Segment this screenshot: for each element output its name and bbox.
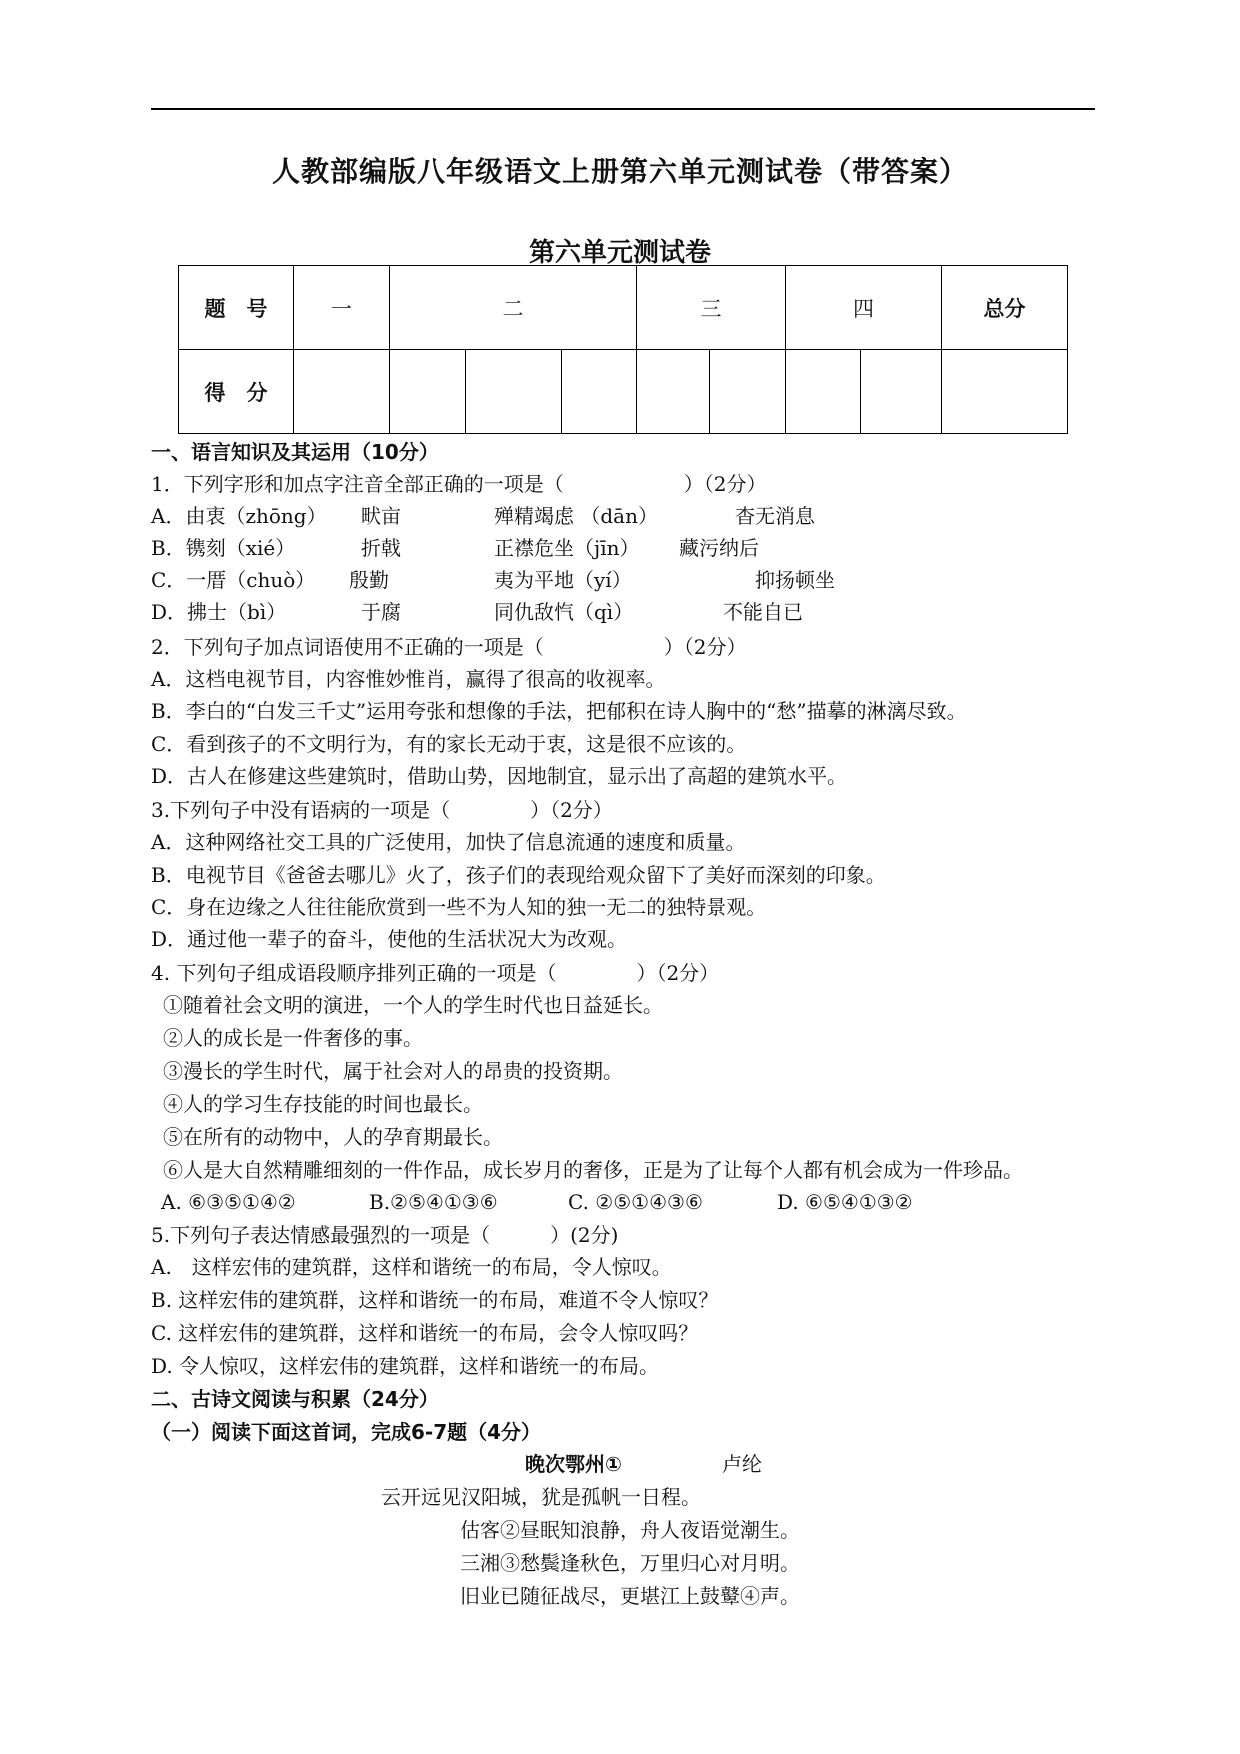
score-cell[interactable] bbox=[637, 350, 710, 434]
score-cell[interactable] bbox=[466, 350, 562, 434]
header-cell-total: 总分 bbox=[942, 266, 1068, 350]
poem-line: 估客②昼眠知浪静，舟人夜语觉潮生。 bbox=[460, 1518, 800, 1542]
q2-option-a: A．这档电视节目，内容惟妙惟肖，赢得了很高的收视率。 bbox=[151, 667, 666, 691]
q4-sentence: ⑥人是大自然精雕细刻的一件作品，成长岁月的奢侈，正是为了让每个人都有机会成为一件珍品。 bbox=[163, 1158, 1023, 1182]
score-cell-total[interactable] bbox=[942, 350, 1068, 434]
poem-line: 三湘③愁鬓逢秋色，万里归心对月明。 bbox=[460, 1551, 800, 1575]
header-cell-part2: 二 bbox=[390, 266, 637, 350]
score-cell[interactable] bbox=[390, 350, 466, 434]
q3-option-a: A．这种网络社交工具的广泛使用，加快了信息流通的速度和质量。 bbox=[151, 830, 746, 854]
header-cell-part1: 一 bbox=[294, 266, 390, 350]
document-title: 人教部编版八年级语文上册第六单元测试卷（带答案） bbox=[271, 155, 968, 188]
q1-stem: 1．下列字形和加点字注音全部正确的一项是（ ）（2分） bbox=[151, 472, 767, 496]
score-table bbox=[178, 265, 1068, 434]
q3-option-c: C．身在边缘之人往往能欣赏到一些不为人知的独一无二的独特景观。 bbox=[151, 895, 767, 919]
q4-sentence: ④人的学习生存技能的时间也最长。 bbox=[163, 1092, 483, 1116]
header-cell-part4: 四 bbox=[786, 266, 942, 350]
score-cell[interactable] bbox=[710, 350, 786, 434]
score-cell[interactable] bbox=[294, 350, 390, 434]
poem-author: 卢纶 bbox=[722, 1452, 762, 1476]
q3-stem: 3.下列句子中没有语病的一项是（ ）（2分） bbox=[151, 798, 613, 822]
q4-sentence: ③漫长的学生时代，属于社会对人的昂贵的投资期。 bbox=[163, 1059, 623, 1083]
score-cell[interactable] bbox=[861, 350, 942, 434]
score-cell[interactable] bbox=[786, 350, 861, 434]
q2-option-d: D．古人在修建这些建筑时，借助山势，因地制宜，显示出了高超的建筑水平。 bbox=[151, 764, 848, 788]
header-rule bbox=[151, 108, 1095, 110]
q4-sentence: ②人的成长是一件奢侈的事。 bbox=[163, 1026, 423, 1050]
poem-title: 晚次鄂州① bbox=[525, 1452, 622, 1476]
test-subtitle: 第六单元测试卷 bbox=[528, 238, 711, 268]
poem-line: 云开远见汉阳城，犹是孤帆一日程。 bbox=[381, 1485, 701, 1509]
header-cell-part3: 三 bbox=[637, 266, 786, 350]
q5-option-a: A. 这样宏伟的建筑群，这样和谐统一的布局，令人惊叹。 bbox=[151, 1255, 672, 1279]
section2-part1-heading: （一）阅读下面这首词，完成6-7题（4分） bbox=[151, 1420, 542, 1444]
q2-option-b: B．李白的“白发三千丈”运用夸张和想像的手法，把郁积在诗人胸中的“愁”描摹的淋漓尽致。 bbox=[151, 699, 967, 723]
q2-stem: 2．下列句子加点词语使用不正确的一项是（ ）（2分） bbox=[151, 635, 747, 659]
q3-option-d: D．通过他一辈子的奋斗，使他的生活状况大为改观。 bbox=[151, 927, 628, 951]
q5-option-d: D. 令人惊叹，这样宏伟的建筑群，这样和谐统一的布局。 bbox=[151, 1354, 660, 1378]
q4-stem: 4. 下列句子组成语段顺序排列正确的一项是（ ）（2分） bbox=[151, 961, 720, 985]
q5-option-b: B. 这样宏伟的建筑群，这样和谐统一的布局，难道不令人惊叹？ bbox=[151, 1288, 719, 1312]
poem-line: 旧业已随征战尽，更堪江上鼓鼙④声。 bbox=[460, 1584, 800, 1608]
score-row-label: 得 分 bbox=[179, 350, 294, 434]
q5-stem: 5.下列句子表达情感最强烈的一项是（ ）(2分) bbox=[151, 1223, 619, 1247]
score-cell[interactable] bbox=[562, 350, 637, 434]
section2-heading: 二、古诗文阅读与积累（24分） bbox=[151, 1387, 439, 1411]
q2-option-c: C．看到孩子的不文明行为，有的家长无动于衷，这是很不应该的。 bbox=[151, 732, 747, 756]
q3-option-b: B．电视节目《爸爸去哪儿》火了，孩子们的表现给观众留下了美好而深刻的印象。 bbox=[151, 863, 886, 887]
q4-sentence: ①随着社会文明的演进，一个人的学生时代也日益延长。 bbox=[163, 993, 663, 1017]
q4-sentence: ⑤在所有的动物中，人的孕育期最长。 bbox=[163, 1125, 503, 1149]
section1-heading: 一、语言知识及其运用（10分） bbox=[151, 440, 439, 464]
header-cell-number: 题 号 bbox=[179, 266, 294, 350]
q5-option-c: C. 这样宏伟的建筑群，这样和谐统一的布局，会令人惊叹吗？ bbox=[151, 1321, 699, 1345]
